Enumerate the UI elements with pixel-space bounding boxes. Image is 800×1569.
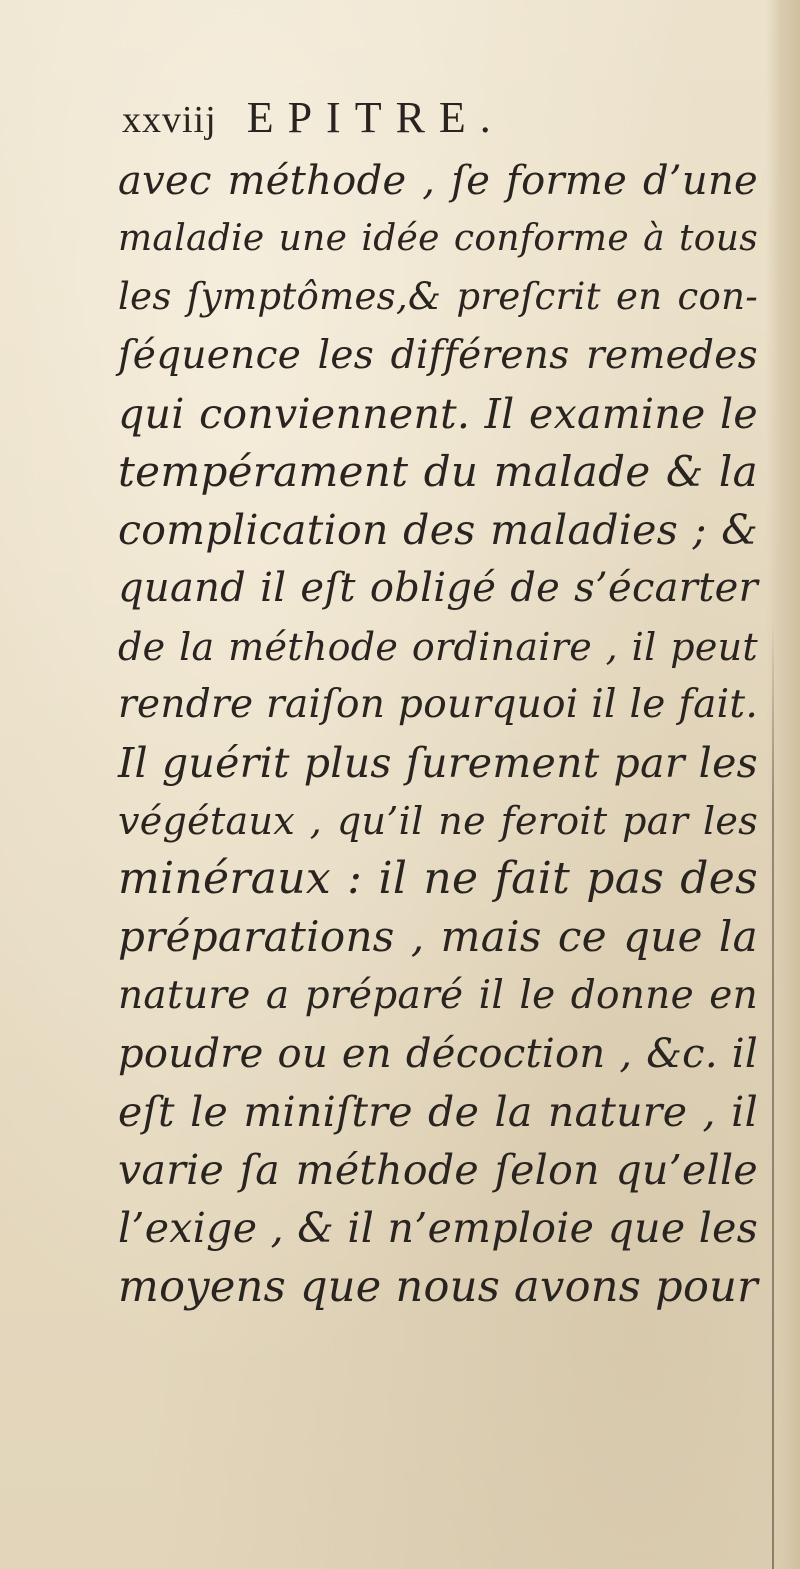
text-line: moyens que nous avons pour	[118, 1261, 758, 1312]
running-title: EPITRE.	[246, 93, 505, 142]
text-line: préparations , mais ce que la	[118, 912, 758, 962]
text-line: tempérament du malade & la	[118, 446, 758, 496]
text-line: ſéquence les différens remedes	[118, 332, 758, 378]
text-line: varie ſa méthode ſelon qu’elle	[118, 1146, 758, 1195]
text-line: poudre ou en décoction , &c. il	[118, 1030, 758, 1077]
text-line: minéraux : il ne fait pas des	[118, 853, 758, 905]
text-line: quand il eſt obligé de s’écarter	[118, 565, 758, 612]
text-line: végétaux , qu’il ne feroit par les	[118, 799, 758, 844]
text-line: Il guérit plus ſurement par les	[118, 738, 758, 787]
body-text	[118, 152, 758, 1316]
text-line: eſt le miniſtre de la nature , il	[118, 1088, 758, 1136]
text-line: avec méthode , ſe forme d’une	[118, 158, 758, 204]
text-line: complication des maladies ; &	[118, 506, 758, 555]
page-header	[122, 92, 505, 152]
text-line: nature a préparé il le donne en	[118, 972, 758, 1018]
text-line: les ſymptômes,& preſcrit en con-	[118, 275, 758, 319]
page-edge-line	[772, 620, 774, 1569]
text-line: de la méthode ordinaire , il peut	[118, 624, 758, 669]
text-line: maladie une idée conforme à tous	[118, 218, 758, 260]
text-line: qui conviennent. Il examine le	[118, 389, 758, 438]
page-number: xxviij	[122, 99, 217, 141]
text-line: l’exige , & il n’emploie que les	[118, 1204, 759, 1253]
text-line: rendre raiſon pourquoi il le fait.	[118, 681, 759, 727]
